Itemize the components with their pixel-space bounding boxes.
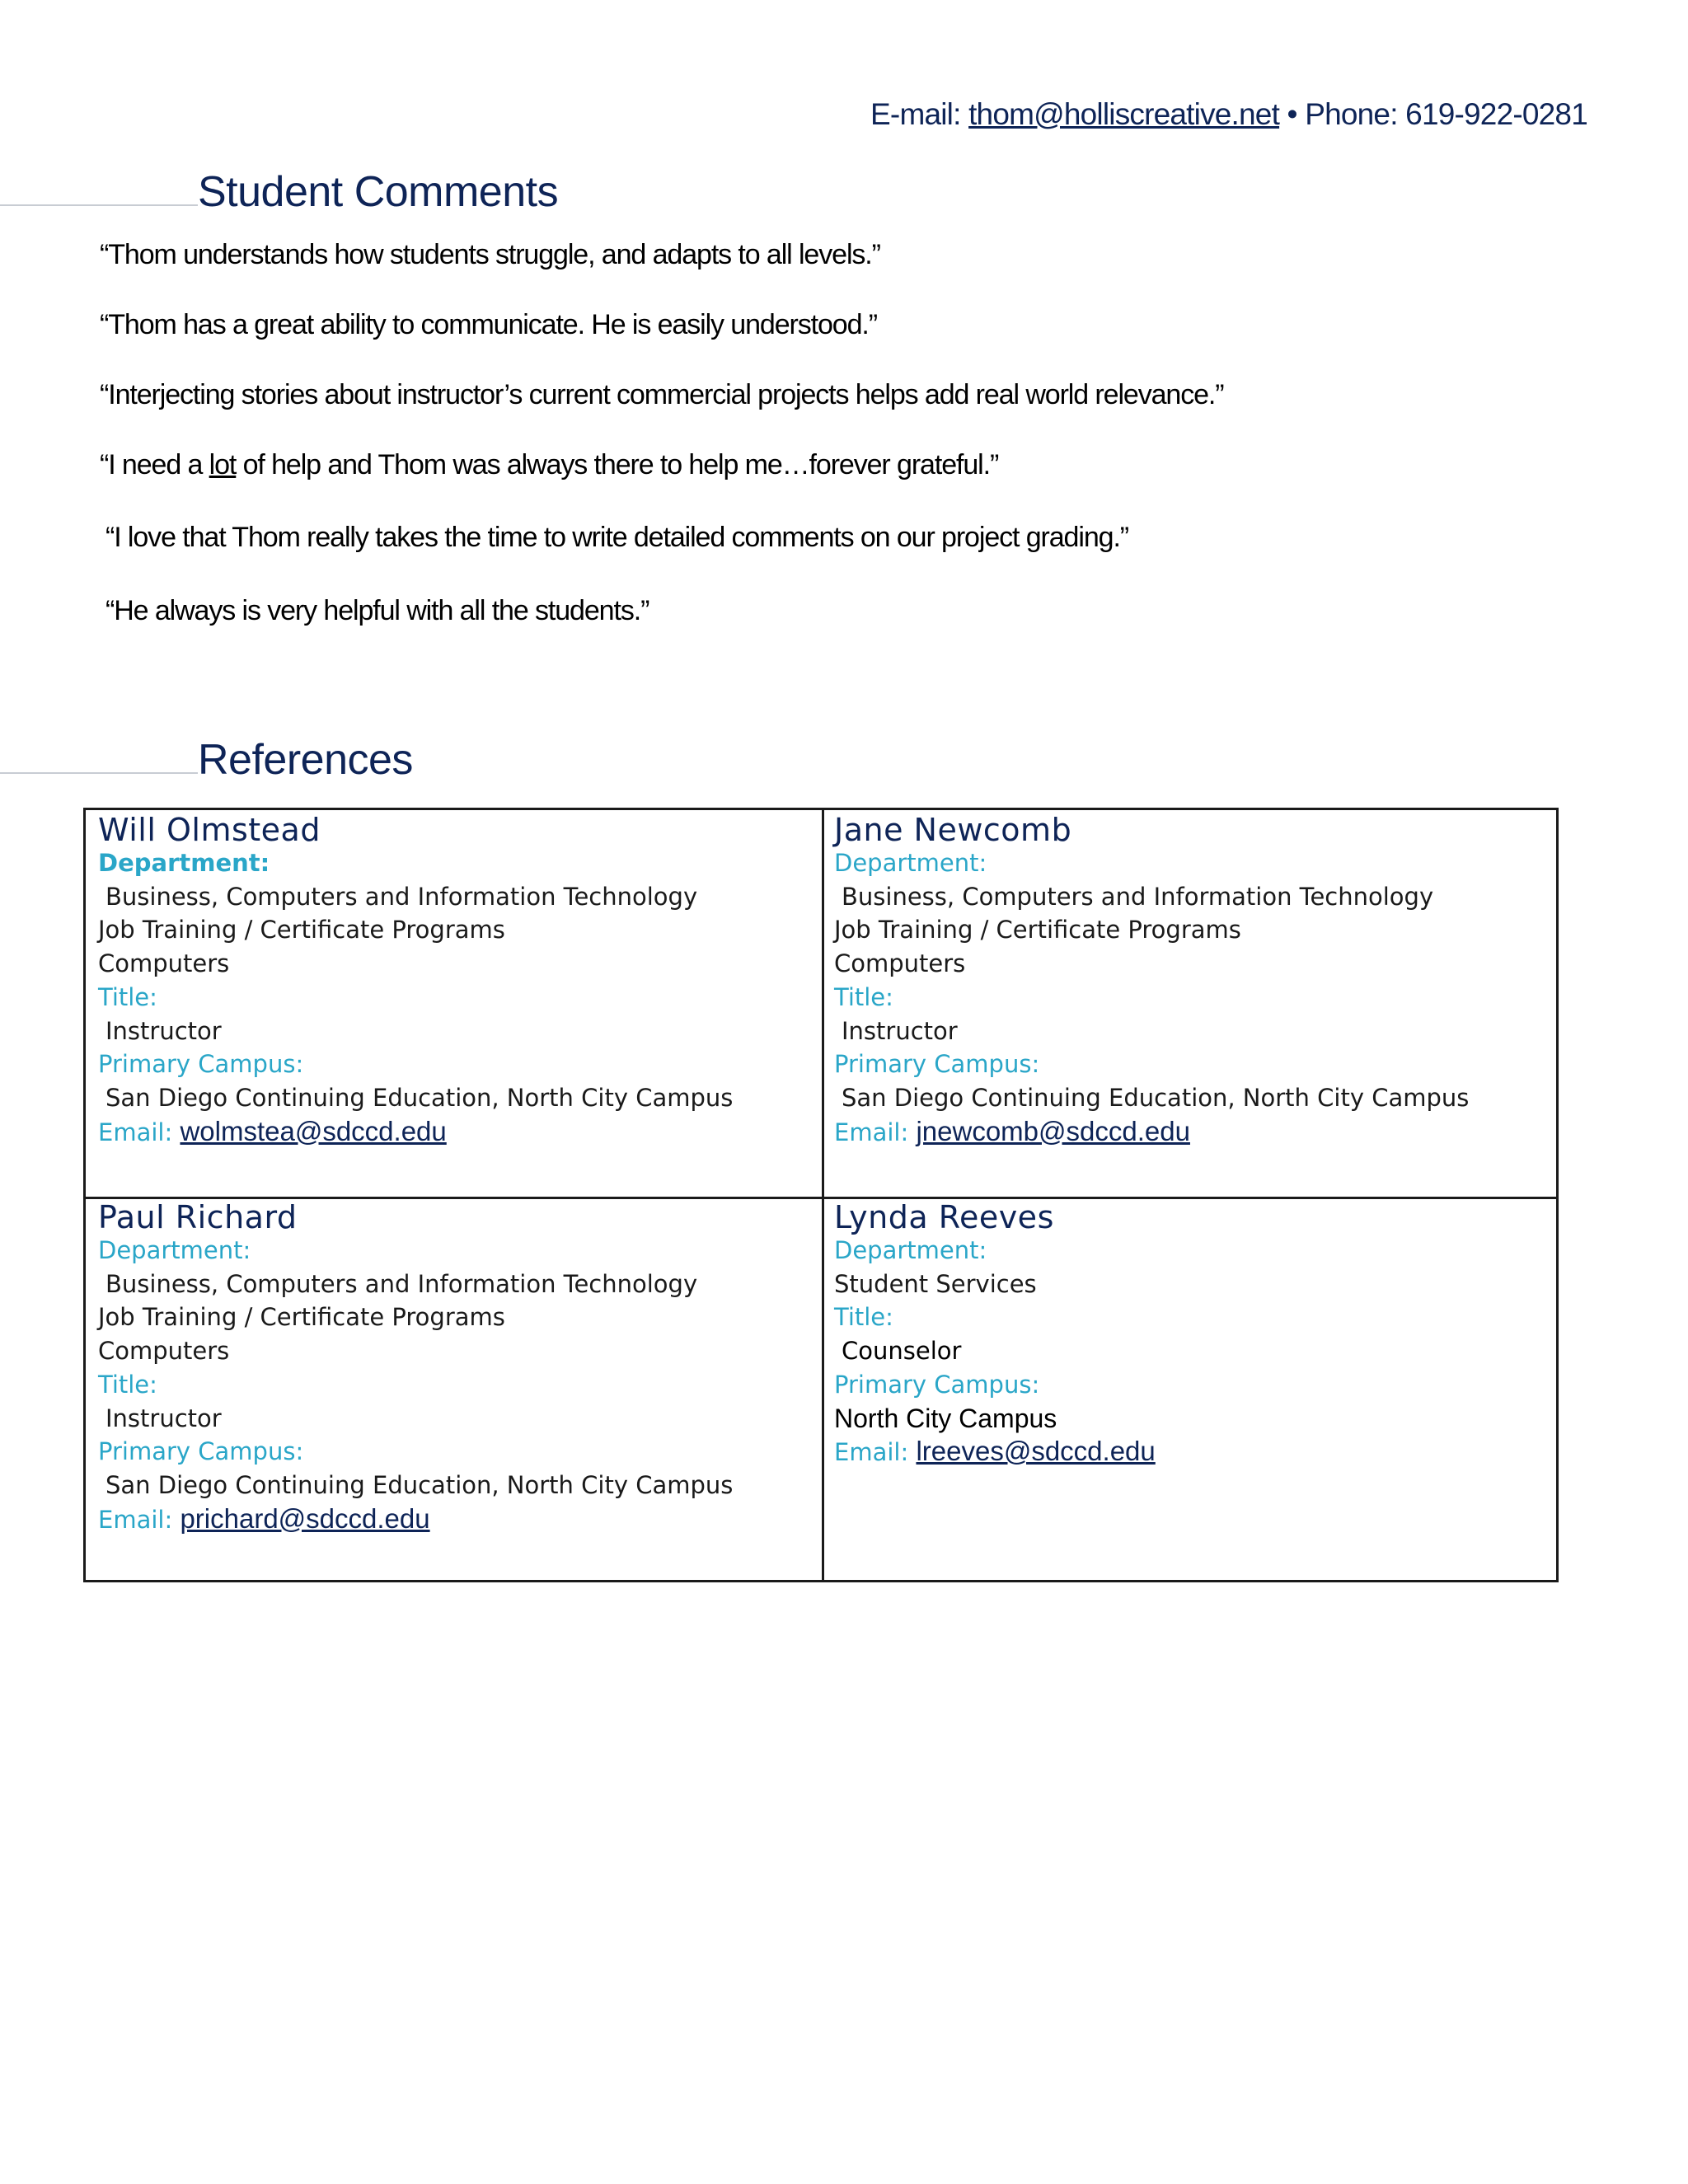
campus-value: San Diego Continuing Education, North City Campus [106, 1470, 734, 1499]
comment-1: “Thom understands how students struggle, and adapts to all levels.” [100, 239, 880, 270]
campus-label: Primary Campus: [834, 1050, 1040, 1079]
title-label: Title: [98, 1370, 157, 1399]
title-value: Instructor [106, 1404, 222, 1432]
campus-label: Primary Campus: [98, 1437, 304, 1466]
comment-4-part-2: of help and Thom was always there to help me…forever grateful.” [236, 449, 999, 480]
contact-phone: 619-922-0281 [1405, 97, 1587, 131]
department-value: Computers [98, 949, 230, 978]
department-label: Department: [98, 849, 270, 877]
comment-4-emphasis: lot [209, 449, 237, 480]
department-value: Job Training / Certificate Programs [98, 1303, 505, 1332]
title-value: Instructor [842, 1016, 958, 1045]
reference-name: Paul Richard [98, 1199, 298, 1235]
reference-name: Jane Newcomb [834, 812, 1072, 848]
reference-name: Will Olmstead [98, 812, 321, 848]
comment-4 [100, 449, 998, 481]
email-row [834, 1435, 1551, 1469]
campus-label: Primary Campus: [834, 1370, 1040, 1399]
comment-6: “He always is very helpful with all the students.” [106, 595, 649, 626]
reference-name: Lynda Reeves [834, 1199, 1054, 1235]
reference-card [98, 812, 815, 1149]
title-label: Title: [834, 982, 893, 1011]
email-label: Email: [98, 1118, 173, 1146]
comment-5: “I love that Thom really takes the time to write detailed comments on our project grading.” [106, 522, 1129, 553]
student-comments-heading: Student Comments [198, 168, 559, 216]
phone-label: Phone: [1305, 97, 1398, 131]
comment-2: “Thom has a great ability to communicate. He is easily understood.” [100, 309, 877, 340]
department-value: Job Training / Certificate Programs [834, 916, 1241, 944]
department-value: Job Training / Certificate Programs [98, 916, 505, 944]
email-row [98, 1115, 815, 1150]
comment-3: “Interjecting stories about instructor’s current commercial projects helps add real world relevance.” [100, 379, 1224, 410]
contact-separator: • [1279, 97, 1306, 131]
email-label: E-mail: [870, 97, 961, 131]
title-label: Title: [834, 1303, 893, 1332]
reference-email-link[interactable]: prichard@sdccd.edu [180, 1502, 430, 1534]
department-value: Business, Computers and Information Technology [106, 1269, 698, 1298]
department-label: Department: [834, 849, 987, 877]
campus-value: San Diego Continuing Education, North City Campus [106, 1083, 734, 1112]
department-value: Computers [834, 949, 966, 978]
email-label: Email: [834, 1118, 909, 1146]
department-label: Department: [834, 1236, 987, 1264]
department-value: Business, Computers and Information Technology [842, 882, 1434, 911]
references-heading: References [198, 736, 413, 784]
reference-email-link[interactable]: lreeves@sdccd.edu [916, 1436, 1156, 1467]
reference-card [834, 812, 1551, 1149]
campus-value: San Diego Continuing Education, North City Campus [842, 1083, 1470, 1112]
department-value: Computers [98, 1337, 230, 1366]
comment-4-part-1: “I need a [100, 449, 209, 480]
email-label: Email: [834, 1438, 909, 1467]
reference-card [834, 1199, 1551, 1469]
department-label: Department: [98, 1236, 251, 1264]
email-row [98, 1502, 815, 1537]
title-value: Counselor [842, 1337, 962, 1366]
section-rule [0, 772, 198, 774]
department-value: Student Services [834, 1269, 1037, 1298]
title-value: Instructor [106, 1016, 222, 1045]
campus-value: North City Campus [834, 1403, 1057, 1433]
contact-email-link[interactable]: thom@holliscreative.net [968, 97, 1280, 131]
reference-email-link[interactable]: jnewcomb@sdccd.edu [916, 1115, 1190, 1146]
contact-line [870, 97, 1587, 132]
email-row [834, 1115, 1551, 1150]
reference-email-link[interactable]: wolmstea@sdccd.edu [180, 1115, 447, 1146]
email-label: Email: [98, 1505, 173, 1534]
table-divider-vertical [822, 810, 824, 1580]
references-table [83, 808, 1559, 1582]
reference-card [98, 1199, 815, 1536]
campus-label: Primary Campus: [98, 1050, 304, 1079]
department-value: Business, Computers and Information Technology [106, 882, 698, 911]
title-label: Title: [98, 982, 157, 1011]
section-rule [0, 204, 198, 206]
